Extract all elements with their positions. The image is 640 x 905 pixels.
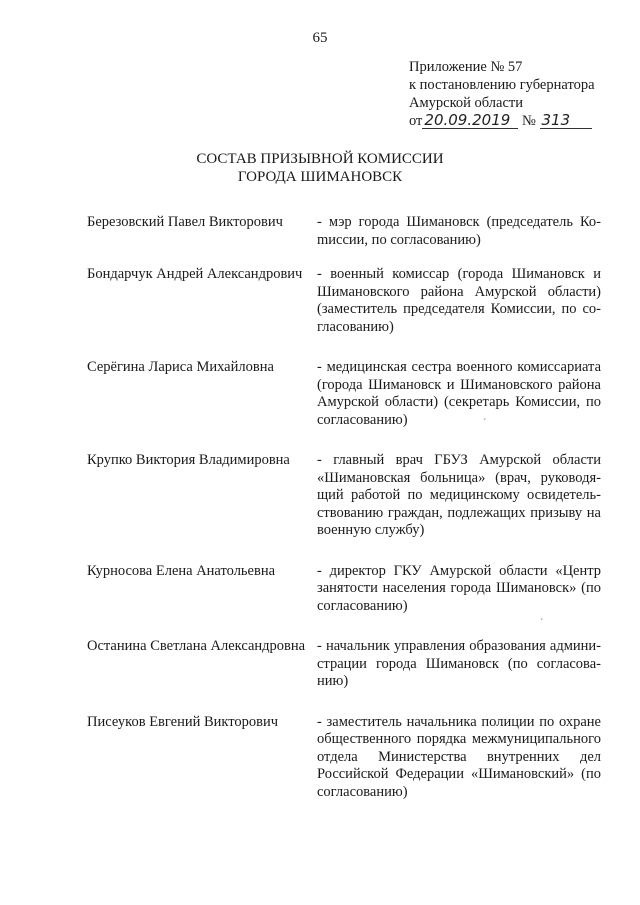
member-row <box>87 266 602 336</box>
members-list <box>87 214 602 801</box>
member-name: Березовский Павел Викторович <box>87 214 283 230</box>
appendix-reference: к постановлению губернатора <box>409 77 595 93</box>
member-role: - военный комиссар (города Шимановск и Шимановского района Амурской области) (заместитель председателя Комиссии, по согласованию) <box>317 266 601 335</box>
appendix-date-line <box>409 112 595 130</box>
member-name: Серёгина Лариса Михайловна <box>87 359 274 375</box>
member-name: Крупко Виктория Владимировна <box>87 452 290 468</box>
member-row <box>87 452 602 540</box>
date-prefix: от <box>409 113 423 129</box>
number-prefix: № <box>522 113 536 129</box>
title-line-1: СОСТАВ ПРИЗЫВНОЙ КОМИССИИ <box>196 151 444 167</box>
member-name: Курносова Елена Анатольевна <box>87 562 276 579</box>
member-name: Писеуков Евгений Викторович <box>87 713 279 730</box>
member-row <box>87 359 602 429</box>
page-number: 65 <box>312 30 328 46</box>
member-role: - заместитель начальника полиции по охране общественного порядка межмуниципального отдела Министерства внутренних дел Российской Федерации «Шимановский» (по согласованию) <box>317 713 601 800</box>
member-row <box>87 563 602 616</box>
handwritten-date: 20.09.2019 <box>422 112 518 129</box>
stray-mark: ´ <box>483 418 487 429</box>
member-role: - медицинская сестра военного комиссариата (города Шимановск и Шимановского района Амурской области) (секретарь Комиссии, по согласованию) <box>317 359 601 428</box>
member-row <box>87 214 602 249</box>
appendix-title: Приложение № 57 <box>409 59 523 75</box>
document-title <box>0 150 640 186</box>
title-line-2: ГОРОДА ШИМАНОВСК <box>237 169 403 185</box>
stray-mark: ˊ <box>540 618 544 629</box>
member-name: Останина Светлана Александровна <box>87 638 306 654</box>
member-name: Бондарчук Андрей Александрович <box>87 266 303 282</box>
handwritten-number: 313 <box>540 112 592 129</box>
member-role: - директор ГКУ Амурской области «Центр занятости населения города Шимановск» (по согласованию) <box>317 562 601 614</box>
member-role: - начальник управления образования администрации города Шимановск (по согласованию) <box>317 638 601 689</box>
member-row <box>87 638 602 691</box>
member-role: - главный врач ГБУЗ Амурской области «Шимановская больница» (врач, руководящий работой по медицинскому освидетельствованию граждан, подлежащих призыву на военную службу) <box>317 452 601 538</box>
appendix-region: Амурской области <box>409 95 523 111</box>
member-row <box>87 714 602 802</box>
appendix-block <box>409 58 595 130</box>
member-role: - мэр города Шимановск (председатель Коmиссии, по согласованию) <box>317 214 601 248</box>
